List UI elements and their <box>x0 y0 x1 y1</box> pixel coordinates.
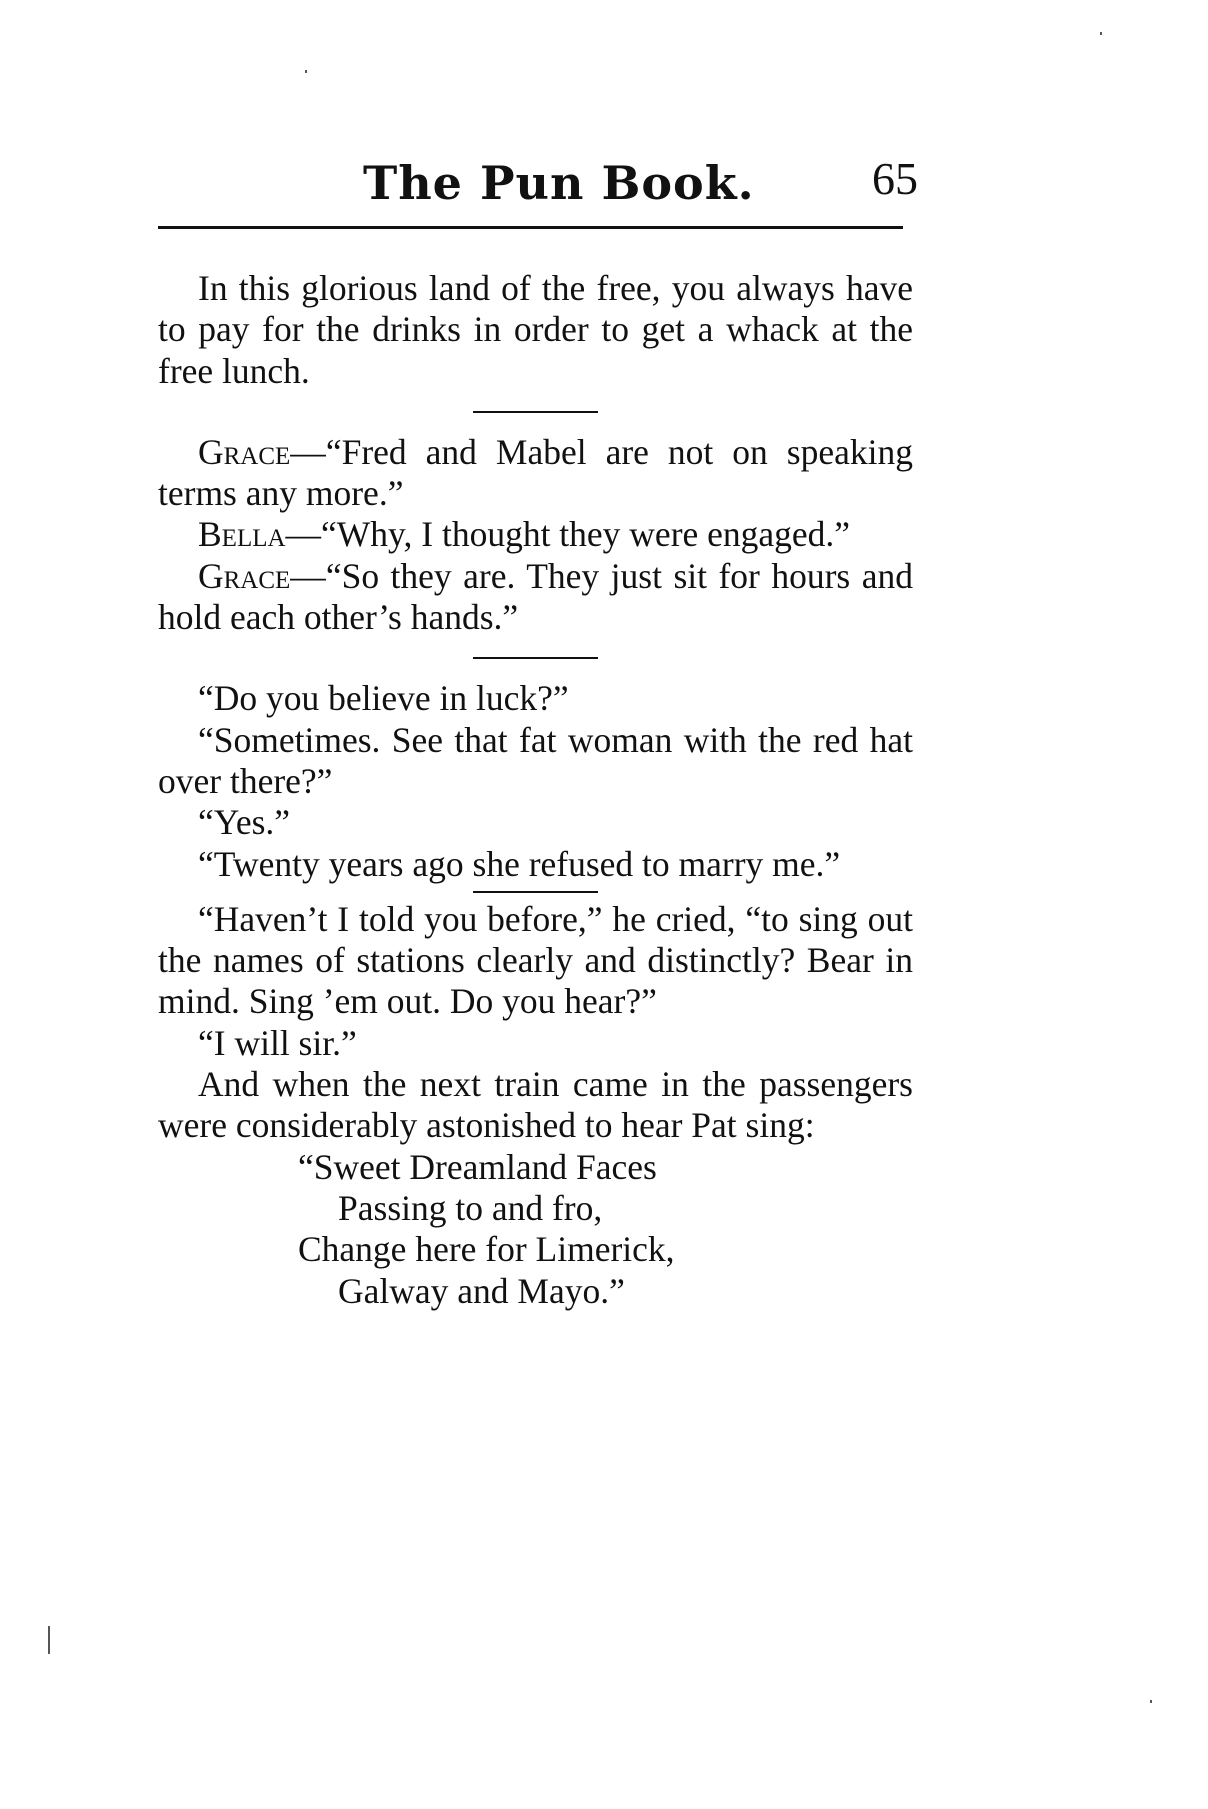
page-number: 65 <box>872 153 918 204</box>
verse-block <box>298 1147 913 1312</box>
header-rule <box>158 226 903 229</box>
scan-mark <box>305 70 307 73</box>
joke-4-paragraph: “I will sir.” <box>198 1022 357 1063</box>
verse-line: Galway and Mayo.” <box>338 1270 625 1311</box>
dialogue-line <box>158 514 913 555</box>
dialogue-line <box>158 556 913 639</box>
speaker-name: Grace— <box>198 555 326 596</box>
section-separator <box>473 411 598 413</box>
joke-3-line: “Yes.” <box>198 802 291 843</box>
joke-3-line: “Do you believe in luck?” <box>198 678 569 719</box>
joke-3-line: “Twenty years ago she refused to marry me.” <box>198 843 841 884</box>
verse-line: “Sweet Dreamland Faces <box>298 1146 657 1187</box>
running-header <box>158 150 918 230</box>
scan-mark <box>48 1626 50 1654</box>
dialogue-line <box>158 432 913 515</box>
section-separator <box>473 891 598 893</box>
speaker-name: Bella— <box>198 514 322 555</box>
section-separator <box>473 657 598 659</box>
dialogue-text: “So they are. They just sit for hours and hold each other’s hands.” <box>158 555 913 638</box>
dialogue-text: “Fred and Mabel are not on speaking terms any more.” <box>158 431 913 514</box>
running-title: The Pun Book. <box>363 156 755 210</box>
verse-line: Change here for Limerick, <box>298 1229 675 1270</box>
dialogue-text: “Why, I thought they were engaged.” <box>321 514 851 555</box>
speaker-name: Grace— <box>198 431 326 472</box>
scan-mark <box>1100 32 1102 35</box>
verse-line: Passing to and fro, <box>338 1187 603 1228</box>
joke-1-paragraph: In this glorious land of the free, you always have to pay for the drinks in order to get a whack at the free lunch. <box>158 268 913 391</box>
joke-4-paragraph: “Haven’t I told you before,” he cried, “to sing out the names of stations clearly and distinctly? Bear in mind. Sing ’em out. Do you hear?” <box>158 898 913 1022</box>
joke-3-line: “Sometimes. See that fat woman with the red hat over there?” <box>158 719 913 801</box>
scan-mark <box>1150 1700 1152 1703</box>
joke-4-paragraph: And when the next train came in the passengers were considerably astonished to hear Pat sing: <box>158 1064 913 1146</box>
page-body <box>158 268 913 1312</box>
